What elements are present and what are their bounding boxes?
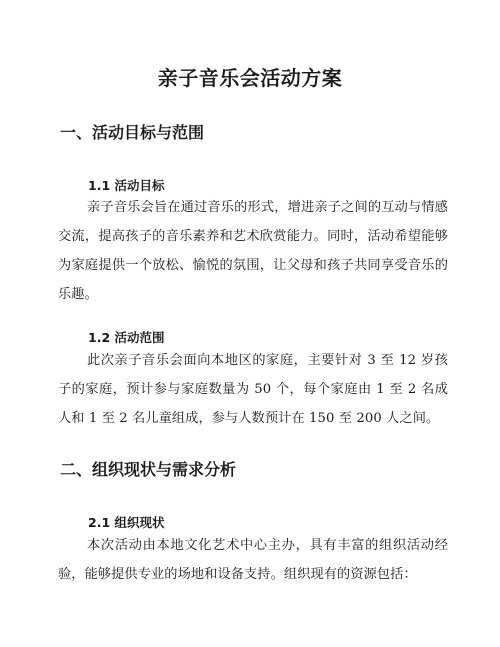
document-title: 亲子音乐会活动方案 xyxy=(157,66,343,90)
section-heading-2: 二、组织现状与需求分析 xyxy=(60,460,237,479)
subsection-heading-1-2: 1.2 活动范围 xyxy=(88,330,165,345)
section-heading-1: 一、活动目标与范围 xyxy=(60,123,205,142)
paragraph-organization-status: 本次活动由本地文化艺术中心主办，具有丰富的组织活动经验，能够提供专业的场地和设备支持。组织现有的资源包括： xyxy=(58,538,448,582)
subsection-heading-2-1: 2.1 组织现状 xyxy=(88,515,165,530)
paragraph-activity-scope: 此次亲子音乐会面向本地区的家庭，主要针对 3 至 12 岁孩子的家庭，预计参与家庭数量为 50 个，每个家庭由 1 至 2 名成人和 1 至 2 名儿童组成，参与人数预计在 150 至 200 人之间。 xyxy=(58,353,448,426)
subsection-heading-1-1: 1.1 活动目标 xyxy=(88,178,165,193)
paragraph-activity-goal: 亲子音乐会旨在通过音乐的形式，增进亲子之间的互动与情感交流，提高孩子的音乐素养和艺术欣赏能力。同时，活动希望能够为家庭提供一个放松、愉悦的氛围，让父母和孩子共同享受音乐的乐趣。 xyxy=(58,200,448,302)
